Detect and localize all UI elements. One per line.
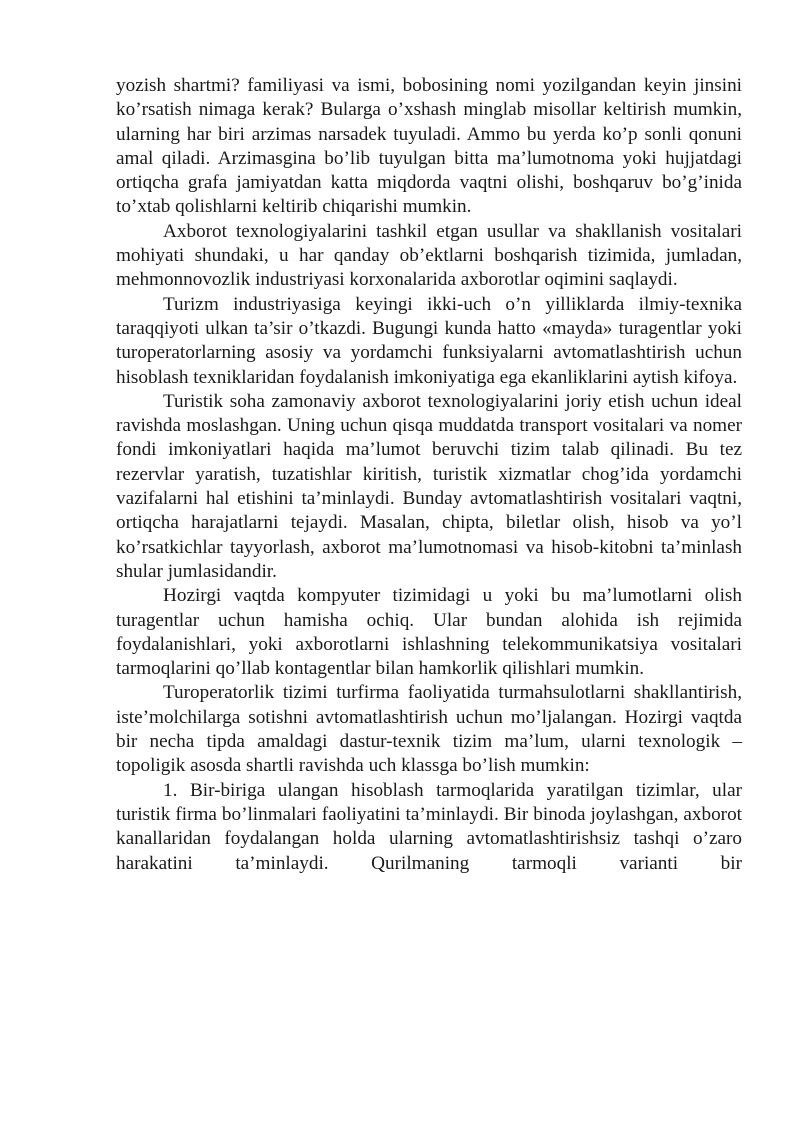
paragraph-5: Hozirgi vaqtda kompyuter tizimidagi u yoki bu ma’lumotlarni olish turagentlar uchun hamisha ochiq. Ular bundan alohida ish rejimida foydalanishlari, yoki axborotlarni ishlashning telekommunikatsiya vositalari tarmoqlarini qo’llab kontagentlar bilan hamkorlik qilishlari mumkin. [116, 585, 742, 680]
document-page [116, 74, 742, 876]
paragraph-4: Turistik soha zamonaviy axborot texnologiyalarini joriy etish uchun ideal ravishda moslashgan. Uning uchun qisqa muddatda transport vositalari va nomer fondi imkoniyatlari haqida ma’lumot beruvchi tizim talab qilinadi. Bu tez rezervlar yaratish, tuzatishlar kiritish, turistik xizmatlar chog’ida yordamchi vazifalarni hal etishini ta’minlaydi. Bunday avtomatlashtirish vositalari vaqtni, ortiqcha harajatlarni tejaydi. Masalan, chipta, biletlar olish, hisob va yo’l ko’rsatkichlar tayyorlash, axborot ma’lumotnomasi va hisob-kitobni ta’minlash shular jumlasidandir. [116, 390, 742, 582]
paragraph-6: Turoperatorlik tizimi turfirma faoliyatida turmahsulotlarni shakllantirish, iste’molchilarga sotishni avtomatlashtirish uchun mo’ljalangan. Hozirgi vaqtda bir necha tipda amaldagi dastur-texnik tizim ma’lum, ularni texnologik – topoligik asosda shartli ravishda uch klassga bo’lish mumkin: [116, 682, 742, 777]
paragraph-3: Turizm industriyasiga keyingi ikki-uch o’n yilliklarda ilmiy-texnika taraqqiyoti ulkan ta’sir o’tkazdi. Bugungi kunda hatto «mayda» turagentlar yoki turoperatorlarning asosiy va yordamchi funksiyalarni avtomatlashtirish uchun hisoblash texniklaridan foydalanish imkoniyatiga ega ekanliklarini aytish kifoya. [116, 293, 742, 388]
paragraph-7: 1. Bir-biriga ulangan hisoblash tarmoqlarida yaratilgan tizimlar, ular turistik firma bo’linmalari faoliyatini ta’minlaydi. Bir binoda joylashgan, axborot kanallaridan foydalangan holda ularning avtomatlashtirishsiz tashqi o’zaro harakatini ta’minlaydi. Qurilmaning tarmoqli varianti bir [116, 779, 742, 874]
paragraph-2: Axborot texnologiyalarini tashkil etgan usullar va shakllanish vositalari mohiyati shundaki, u har qanday ob’ektlarni boshqarish tizimida, jumladan, mehmonnovozlik industriyasi korxonalarida axborotlar oqimini saqlaydi. [116, 220, 742, 291]
paragraph-1: yozish shartmi? familiyasi va ismi, bobosining nomi yozilgandan keyin jinsini ko’rsatish nimaga kerak? Bularga o’xshash minglab misollar keltirish mumkin, ularning har biri arzimas narsadek tuyuladi. Ammo bu yerda ko’p sonli qonuni amal qiladi. Arzimasgina bo’lib tuyulgan bitta ma’lumotnoma yoki hujjatdagi ortiqcha grafa jamiyatdan katta miqdorda vaqtni olishi, boshqaruv bo’g’inida to’xtab qolishlarni keltirib chiqarishi mumkin. [116, 75, 742, 218]
